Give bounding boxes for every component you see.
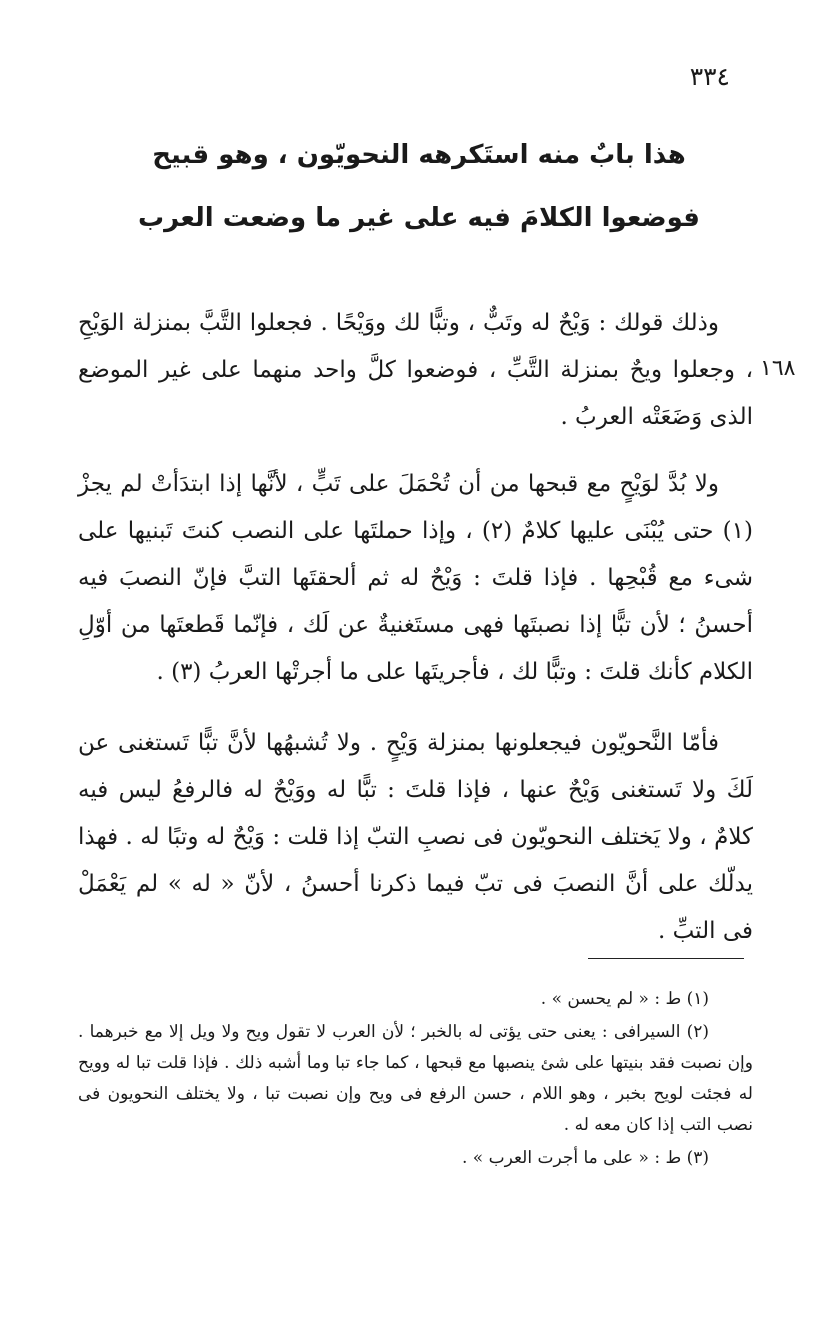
body-paragraph-1: وذلك قولك : وَيْحٌ له وتَبٌّ ، وتبًّا لك ووَيْحًا . فجعلوا التَّبَّ بمنزلة الوَيْحِ ، وجعلوا ويحٌ بمنزلة التَّبِّ ، فوضعوا كلَّ واحد منهما على غير الموضع الذى وَضَعَتْه العربُ . bbox=[78, 310, 753, 430]
footnote-3: (٣) ط : « على ما أجرت العرب » . bbox=[461, 1148, 709, 1168]
footnote-2: (٢) السيرافى : يعنى حتى يؤتى له بالخبر ؛ لأن العرب لا تقول ويح ولا ويل إلا مع خبرهما . وإن نصبت فقد بنيتها على شئ ينصبها مع قبحها ، كما جاء تبا وما أشبه ذلك . فإذا قلت تبا له وويح له فجئت لويح بخبر ، وهو اللام ، حسن الرفع فى ويح وإن نصبت تبا ، ولا يختلف النحويون فى نصب التب إذا كان معه له . bbox=[78, 1022, 753, 1135]
chapter-title-line-1: هذا بابٌ منه استَكرهه النحويّون ، وهو قبيح bbox=[152, 140, 686, 170]
body-paragraph-3: فأمّا النَّحويّون فيجعلونها بمنزلة وَيْحٍ . ولا تُشبهُها لأنَّ تبًّا تَستغنى عن لَكَ ولا تَستغنى وَيْحٌ عنها ، فإذا قلتَ : تبًّا له ووَيْحٌ له فالرفعُ ليس فيه كلامٌ ، ولا يَختلف النحويّون فى نصبِ التبّ إذا قلت : وَيْحٌ له وتبًا له . فهذا يدلّك على أنَّ النصبَ فى تبّ فيما ذكرنا أحسنُ ، لأنّ « له » لم يَعْمَلْ فى التبِّ . bbox=[78, 730, 753, 944]
body-paragraph-2: ولا بُدَّ لوَيْحٍ مع قبحها من أن تُحْمَلَ على تَبٍّ ، لأنَّها إذا ابتدَأتْ لم يجزْ (١) حتى يُبْنَى عليها كلامٌ (٢) ، وإذا حملتَها على النصب كنتَ تَبنيها على شىء مع قُبْحِها . فإذا قلتَ : وَيْحٌ له ثم ألحقتَها التبَّ فإنّ النصبَ فيه أحسنُ ؛ لأن تبًّا إذا نصبتَها فهى مستَغنيةٌ عن لَك ، فإنّما قَطعتَها من أوّلِ الكلام كأنك قلتَ : وتبًّا لك ، فأجريتَها على ما أجرتْها العربُ (٣) . bbox=[78, 471, 753, 685]
page-number: ٣٣٤ bbox=[689, 62, 730, 91]
margin-reference-number: ١٦٨ bbox=[760, 356, 796, 381]
chapter-title-line-2: فوضعوا الكلامَ فيه على غير ما وضعت العرب bbox=[138, 203, 700, 233]
footnote-separator bbox=[588, 958, 744, 959]
footnote-1: (١) ط : « لم يحسن » . bbox=[540, 989, 709, 1009]
footnotes bbox=[78, 984, 753, 1174]
